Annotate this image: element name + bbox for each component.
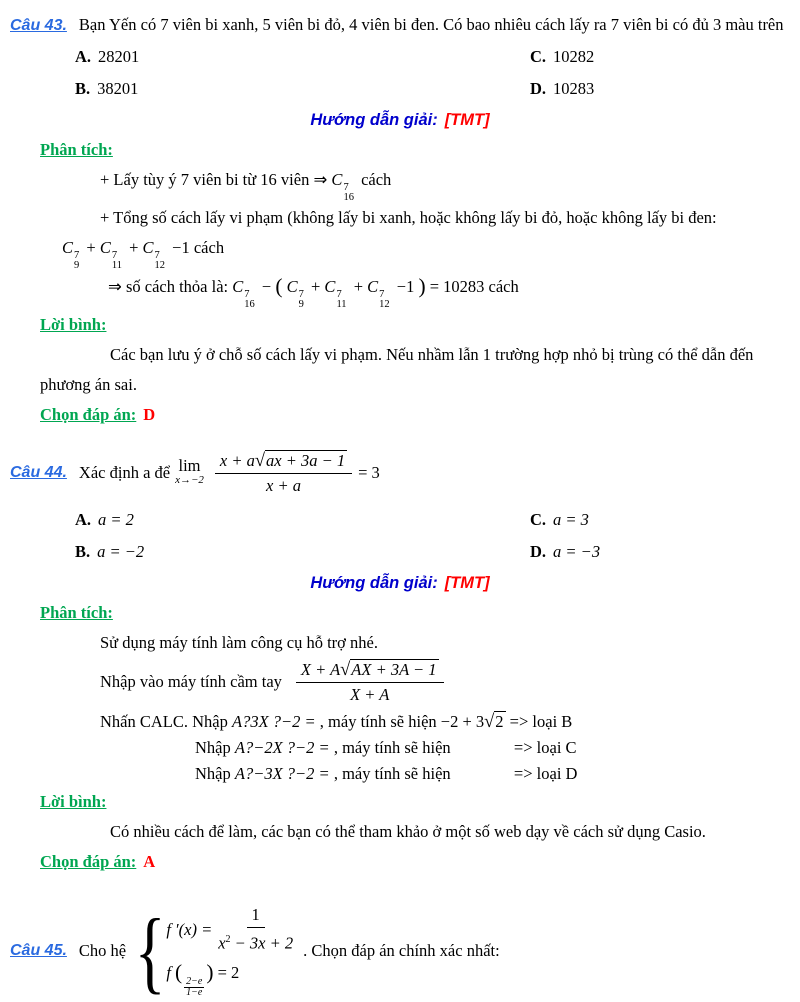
analysis-line-2 [100,203,800,233]
analysis-line-1-text: + Lấy tùy ý 7 viên bi từ 16 viên [100,170,310,189]
sqrt-radical [255,451,347,470]
calculator-fraction [296,658,444,706]
radical-sign: √ [484,711,495,731]
comb-9-base: C [62,238,74,257]
comb-11-base: C [99,238,111,257]
calc-1-result: => loại B [509,712,573,731]
comment-text-2: phương án sai. [40,375,137,394]
fraction-denominator: X + A [350,685,390,704]
den-rest: − 3x + 2 [230,933,294,953]
guide-label: Hướng dẫn giải: [310,111,438,129]
comb-9-sub: 9 [298,299,304,310]
guide-heading [0,105,800,135]
option-c-value: 10282 [553,47,595,66]
comb-11-base: C [324,277,336,296]
option-b-letter: B. [75,542,91,561]
comment-line-2 [40,370,800,400]
comb-16-sup: 7 [244,289,250,300]
right-paren: ) [418,274,426,298]
conclusion-text: số cách thỏa là: [125,277,229,296]
comment-line-1 [110,817,800,847]
comb-11-indices [112,251,122,271]
minus-one: −1 [172,238,190,257]
option-b-value: 38201 [97,79,139,98]
comb-12-indices [379,290,390,310]
comb-11-sub: 11 [336,299,347,310]
analysis-line-1 [100,628,800,658]
calc-2-mid: , máy tính sẽ hiện [333,738,451,757]
equation-2-rhs: = 2 [217,962,240,982]
comb-12-sub: 12 [154,260,166,271]
comb-9-sub: 9 [74,260,80,271]
comb-11-indices [336,290,346,310]
option-a-value: a = 2 [98,510,134,529]
calc-2-pre: Nhập [195,738,231,757]
calc-line-1 [100,708,800,735]
calc-2-result: => loại C [513,738,577,757]
sqrt-radical [340,660,438,679]
comb-16-base: C [331,170,343,189]
guide-tag: [TMT] [444,574,490,592]
comb-16-indices [343,183,354,203]
comb-16-indices [244,290,255,310]
question-43-text: Bạn Yến có 7 viên bi xanh, 5 viên bi đỏ, 4 viên bi đen. Có bao nhiêu cách lấy ra 7 viên bi có đủ 3 màu trên [78,15,784,34]
calc-3-expr: A?−3X ?−2 = [234,764,330,783]
question-45-pre: Cho hệ [78,941,127,960]
calc-3-mid: , máy tính sẽ hiện [333,764,451,783]
left-paren: ( [175,959,183,984]
den-x: x [218,933,226,953]
option-b [75,536,530,568]
calc-1-pre: Nhấn CALC. Nhập [100,712,228,731]
fraction-numerator [296,658,444,683]
analysis-label: Phân tích: [40,140,113,159]
question-43-options [75,41,800,105]
option-d-value: 10283 [553,79,595,98]
implies-arrow: ⇒ [108,277,122,296]
comment-line-1 [110,340,800,370]
answer-letter: D [143,405,156,424]
guide-tag: [TMT] [444,111,490,129]
comment-label: Lời bình: [40,315,107,334]
equals-three: = 3 [358,463,380,482]
calc-3-pre: Nhập [195,764,231,783]
option-d [530,536,800,568]
option-a-value: 28201 [98,47,140,66]
radical-sign: √ [340,659,351,679]
comb-16-base: C [232,277,244,296]
comb-11-sub: 11 [111,260,122,271]
analysis-conclusion [108,271,800,310]
left-paren: ( [275,274,283,298]
calc-1-value: −2 + 3 [440,712,485,731]
minus-sign: − [261,277,272,296]
analysis-heading [40,598,800,628]
option-d-letter: D. [530,542,547,561]
equation-2-f: f [166,962,171,982]
question-45-line [10,900,800,1002]
option-c-value: a = 3 [553,510,589,529]
analysis-heading [40,135,800,165]
radicand: AX + 3A − 1 [351,660,437,679]
calc-2-expr: A?−2X ?−2 = [234,738,330,757]
choose-label: Chọn đáp án: [40,852,137,871]
equation-1-fraction [218,904,293,955]
inline-denominator: 1−e [186,986,203,998]
comment-label: Lời bình: [40,792,107,811]
question-45-post: . Chọn đáp án chính xác nhất: [303,941,500,960]
comb-12-sub: 12 [379,299,390,310]
question-44-line [10,442,800,504]
analysis-formula [62,233,800,271]
calc-1-mid: , máy tính sẽ hiện [319,712,437,731]
question-44-label: Câu 44. [10,464,67,481]
comb-9-indices [74,251,79,271]
radicand: 2 [495,712,504,731]
comb-12-base: C [142,238,154,257]
comb-12-indices [155,251,166,271]
fraction-denominator [218,928,293,955]
inline-fraction [184,977,204,998]
comb-9-indices [299,290,304,310]
plus-sign: + [353,277,363,296]
analysis-line-2-text: + Tổng số cách lấy vi phạm (không lấy bi xanh, hoặc không lấy bi đỏ, hoặc không lấy bi đen: [100,208,717,227]
comb-11-sup: 7 [336,289,342,300]
question-45-label: Câu 45. [10,942,67,959]
comb-11-sup: 7 [111,250,118,261]
enter-text: Nhập vào máy tính cầm tay [100,672,282,691]
plus-sign: + [310,277,321,296]
option-b-letter: B. [75,79,91,98]
limit-operator [175,456,204,487]
option-d-letter: D. [530,79,547,98]
answer-line [40,847,800,877]
choose-label: Chọn đáp án: [40,405,137,424]
analysis-line-1 [100,165,800,203]
option-a-letter: A. [75,510,92,529]
cach-word: cách [361,170,392,189]
analysis-label: Phân tích: [40,603,113,622]
cach-word: cách [488,277,519,296]
option-a-letter: A. [75,47,92,66]
comment-heading [40,310,800,340]
cach-word: cách [193,238,225,257]
comb-9-sup: 7 [298,289,304,300]
option-d [530,73,800,105]
option-a [75,41,530,73]
minus-one: −1 [396,277,415,296]
fraction-numerator: 1 [247,904,265,928]
comment-text-1: Có nhiều cách để làm, các bạn có thể tham khảo ở một số web dạy về cách sử dụng Casio. [110,822,706,841]
radical-sign: √ [254,450,266,470]
answer-line [40,400,800,430]
answer-letter: A [143,852,156,871]
fraction-numerator [215,449,352,474]
plus-sign: + [86,238,96,257]
fraction-denominator: x + a [266,476,301,495]
calc-line-3 [195,761,800,787]
option-b [75,73,530,105]
guide-label: Hướng dẫn giải: [310,574,438,592]
comb-16-sub: 16 [343,192,354,203]
comb-16-sup: 7 [343,182,349,193]
comb-12-sup: 7 [379,289,385,300]
lim-word: lim [178,456,201,475]
option-c [530,504,800,536]
system-brace: { [134,900,166,1002]
question-44-text: Xác định a để [78,463,171,482]
option-c-letter: C. [530,47,547,66]
question-43-label: Câu 43. [10,17,67,34]
option-a [75,504,530,536]
comb-12-base: C [367,277,379,296]
equation-system [166,904,299,998]
comb-9-sup: 7 [74,250,80,261]
comb-12-sup: 7 [154,250,160,261]
option-c-letter: C. [530,510,547,529]
lim-subscript: x→−2 [175,474,204,486]
comment-text-1: Các bạn lưu ý ở chỗ số cách lấy vi phạm. Nếu nhầm lẫn 1 trường hợp nhỏ bị trùng có thể dẫn đến [110,345,754,364]
radicand: ax + 3a − 1 [266,451,346,470]
equals-result: = 10283 [429,277,485,296]
system-equation-2 [166,960,239,998]
equation-1-lhs: f ′(x) = [166,919,213,939]
enter-expression-line [100,658,800,706]
calc-1-expr: A?3X ?−2 = [231,712,316,731]
plus-sign: + [129,238,139,257]
question-44-options [75,504,800,568]
right-paren: ) [206,959,214,984]
sqrt-two [484,712,505,731]
numerator-pre: x + a [219,451,255,470]
comment-heading [40,787,800,817]
use-calculator-text: Sử dụng máy tính làm công cụ hỗ trợ nhé. [100,633,378,652]
option-d-value: a = −3 [553,542,601,561]
inline-numerator: 2−e [186,975,203,987]
comb-16-sub: 16 [244,299,255,310]
den-exponent: 2 [225,934,231,946]
limit-fraction [215,449,352,497]
option-c [530,41,800,73]
question-43-line [10,10,800,41]
guide-heading [0,568,800,598]
comb-9-base: C [286,277,298,296]
calc-line-2 [195,735,800,761]
system-equation-1 [166,904,299,955]
implies-arrow: ⇒ [313,170,328,189]
numerator-pre: X + A [300,660,341,679]
calc-3-result: => loại D [513,764,578,783]
option-b-value: a = −2 [97,542,145,561]
